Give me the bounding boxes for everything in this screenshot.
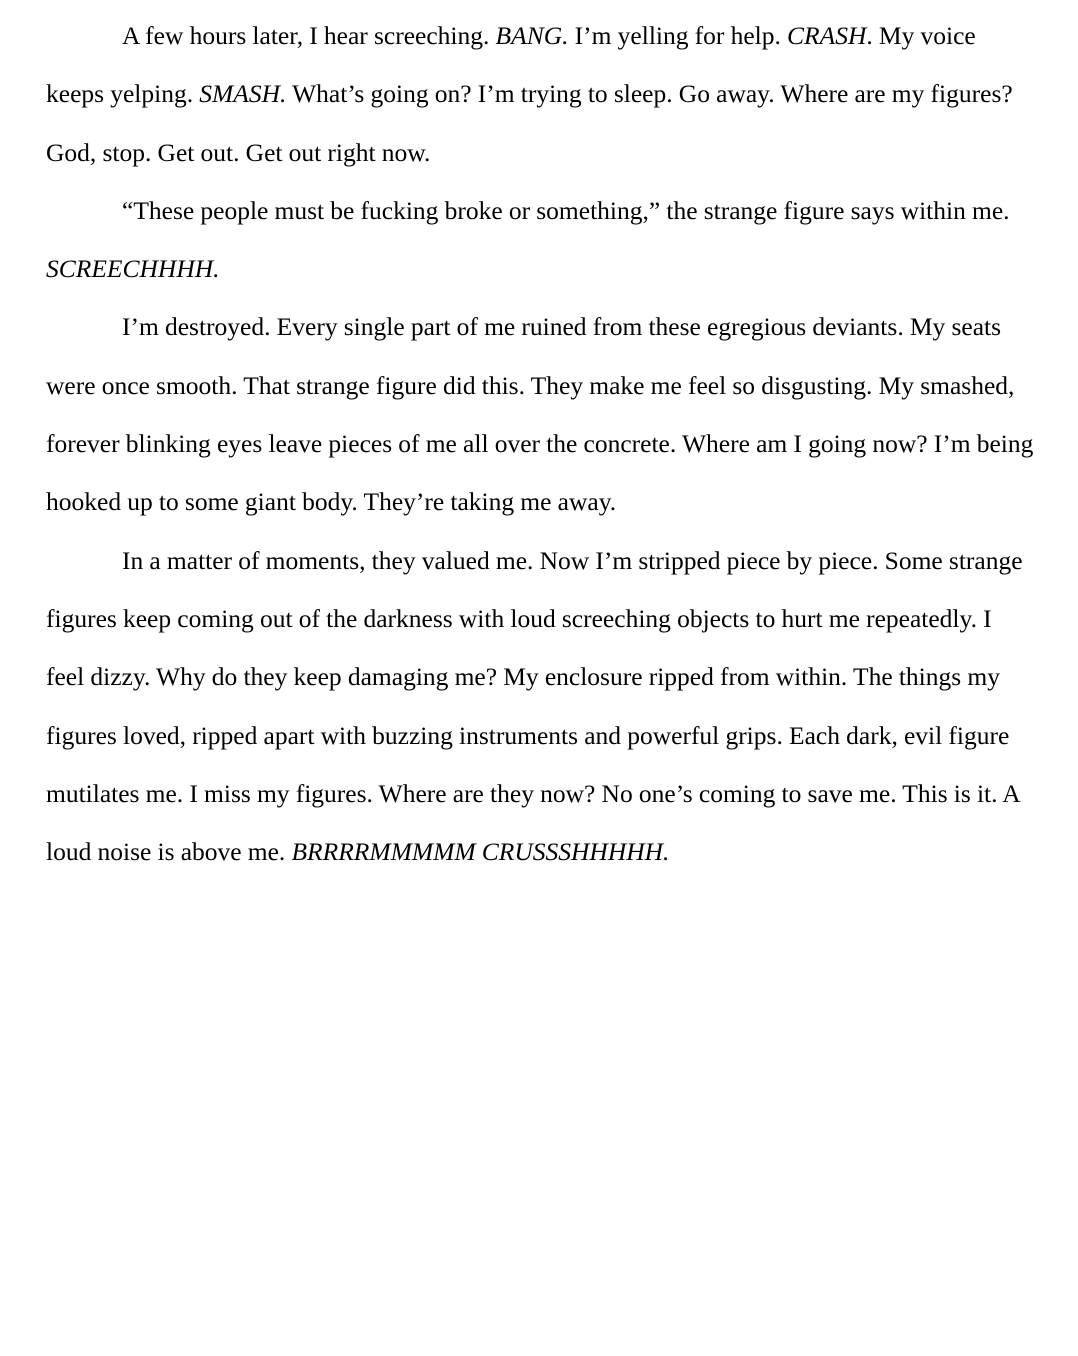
text-line xyxy=(46,65,1036,123)
story-text xyxy=(46,7,1036,881)
text-line xyxy=(46,240,1036,298)
text-segment: “These people must be fucking broke or something,” the strange figure says within me. xyxy=(122,195,1010,225)
text-segment: were once smooth. That strange figure did this. They make me feel so disgusting. My smashed, xyxy=(46,370,1015,400)
text-line xyxy=(46,823,1036,881)
italic-text-segment: CRASH xyxy=(787,21,867,50)
paragraph xyxy=(46,182,1036,299)
italic-text-segment: BANG. xyxy=(495,21,569,50)
text-segment: figures loved, ripped apart with buzzing instruments and powerful grips. Each dark, evil figure xyxy=(46,720,1010,750)
text-line xyxy=(46,590,1036,648)
italic-text-segment: SCREECHHHH. xyxy=(46,254,220,284)
text-segment: figures keep coming out of the darkness with loud screeching objects to hurt me repeatedly. I xyxy=(46,603,992,633)
text-line xyxy=(46,473,1036,531)
text-segment: I’m yelling for help. xyxy=(568,21,788,50)
text-segment: I’m destroyed. Every single part of me ruined from these egregious deviants. My seats xyxy=(122,312,1002,342)
text-segment: What’s going on? I’m trying to sleep. Go away. Where are my figures? xyxy=(286,79,1013,109)
text-segment: forever blinking eyes leave pieces of me all over the concrete. Where am I going now? I’m being xyxy=(46,429,1034,459)
text-line xyxy=(46,532,1036,590)
text-segment: keeps yelping. xyxy=(46,79,200,109)
text-line xyxy=(46,765,1036,823)
text-segment: A few hours later, I hear screeching. xyxy=(122,21,496,50)
text-line xyxy=(46,415,1036,473)
text-line xyxy=(46,298,1036,356)
text-segment: God, stop. Get out. Get out right now. xyxy=(46,137,431,167)
paragraph xyxy=(46,532,1036,882)
text-segment: loud noise is above me. xyxy=(46,837,292,867)
italic-text-segment: SMASH. xyxy=(199,79,287,109)
text-segment: . My voice xyxy=(866,21,976,50)
text-segment: hooked up to some giant body. They’re taking me away. xyxy=(46,487,617,517)
paragraph xyxy=(46,7,1036,182)
italic-text-segment: BRRRRMMMMM CRUSSSHHHHH. xyxy=(291,837,670,867)
text-segment: In a matter of moments, they valued me. Now I’m stripped piece by piece. Some strange xyxy=(122,545,1023,575)
paragraph xyxy=(46,298,1036,531)
text-line xyxy=(46,182,1036,240)
text-line xyxy=(46,707,1036,765)
text-line xyxy=(46,648,1036,706)
text-line xyxy=(46,7,1036,65)
text-line xyxy=(46,124,1036,182)
text-line xyxy=(46,357,1036,415)
text-segment: mutilates me. I miss my figures. Where are they now? No one’s coming to save me. This is it. A xyxy=(46,778,1021,808)
text-segment: feel dizzy. Why do they keep damaging me? My enclosure ripped from within. The things my xyxy=(46,662,1000,692)
